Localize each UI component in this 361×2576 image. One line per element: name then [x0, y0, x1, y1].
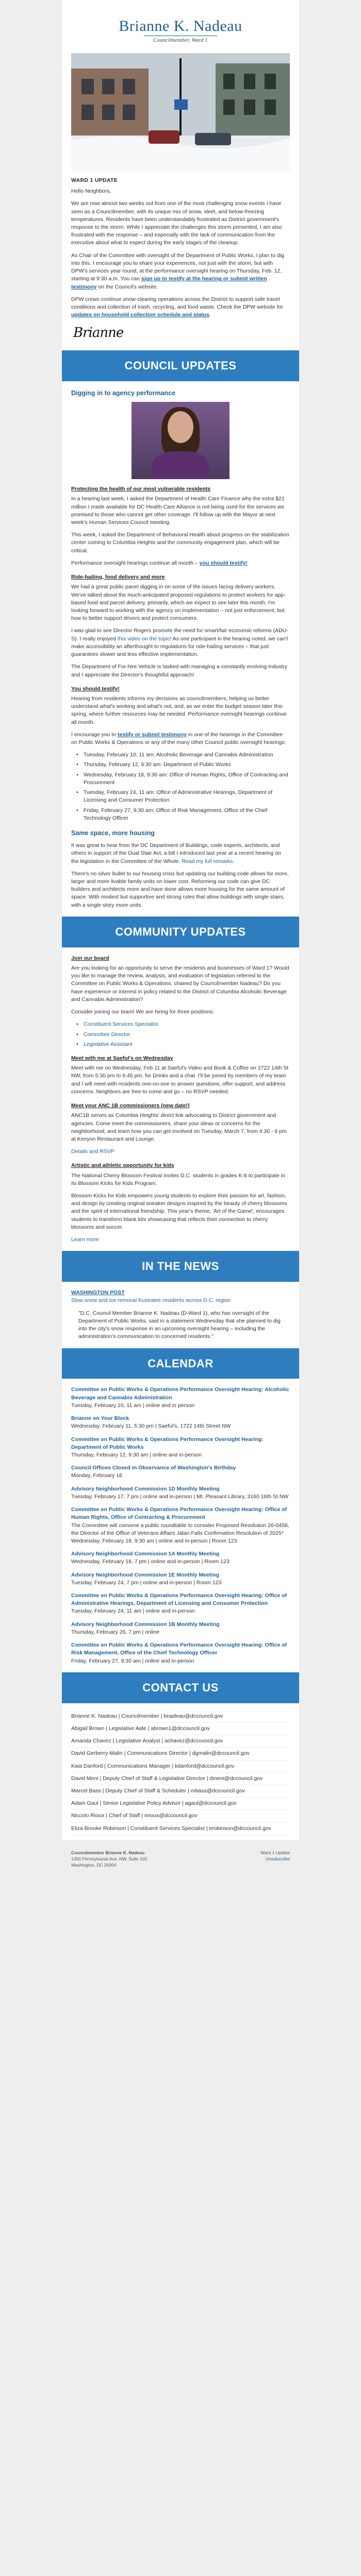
saefuls-heading: Meet with me at Saeful's on Wednesday: [71, 1055, 173, 1061]
rh-p2-text: I was glad to see Director Rogers promote the need for smart/fair economic reforms (ADU-S). I really enjoyed: [71, 628, 288, 642]
contact-list: [71, 1710, 290, 1835]
councilmember-portrait: [132, 402, 229, 479]
footer-links: [260, 1850, 290, 1869]
join-board-heading: Join our board: [71, 955, 109, 961]
intro-p2-tail: on the Council's website.: [96, 283, 158, 290]
contact-row[interactable]: David Gerberry-Malin | Communications Director | dgmalin@dccouncil.gov: [71, 1748, 290, 1760]
event-title[interactable]: Brianne on Your Block: [71, 1415, 129, 1422]
job-item: [76, 1031, 290, 1039]
event-title[interactable]: Committee on Public Works & Operations Performance Oversight Hearing: Department of Public Works: [71, 1436, 264, 1450]
event-details: Thursday, February 26, 7 pm | online: [71, 1629, 160, 1635]
same-space-p2: There's no silver bullet to our housing crisis but updating our building code allows for more, larger and more livable family units on lower cost. Reforming our code can give DC builders and architects more and have done allows more housing for the same amount of space. With modest but supportive and strong rules that allow buildings with single stairs, with a single story more units.: [71, 870, 289, 908]
contact-row[interactable]: Kaia Danford | Communications Manager | kdanford@dccouncil.gov: [71, 1760, 290, 1773]
calendar-event: [71, 1592, 290, 1616]
event-details: The Committee will convene a public roundtable to consider Proposed Resolution 26-0458, the Director of the Office of Veterans Affairs Jalan Falls Confirmation Resolution of 2025*: [71, 1522, 289, 1536]
signature: Brianne: [73, 325, 124, 341]
learn-more-link[interactable]: Learn more: [71, 1236, 99, 1243]
event-title[interactable]: Advisory Neighborhood Commission 1E Monthly Meeting: [71, 1571, 220, 1578]
testify-p2-text: I encourage you to: [71, 731, 118, 738]
footer-city: Washington, DC 20004: [71, 1862, 117, 1868]
footer-name: Councilmember Brianne K. Nadeau: [71, 1850, 145, 1855]
anc1b-heading: Meet your ANC 1B commissioners (new date!): [71, 1103, 190, 1109]
testify-p2-tail: in one of the hearings in the Committee on Public Works & Operations or any of the many other Council public oversight hearings:: [71, 731, 286, 746]
intro-kicker: WARD 1 UPDATE: [71, 177, 118, 183]
kids-link-wrap: [71, 1236, 290, 1244]
testify-link[interactable]: sign up to testify at the hearing or submit written testimony: [71, 276, 267, 290]
video-link[interactable]: this video on the topic: [117, 635, 170, 642]
anc1b-link-wrap: [71, 1148, 290, 1156]
event-title[interactable]: Committee on Public Works & Operations Performance Oversight Hearing: Office of Administrative Hearings, Department of Licensing and Consumer Protection: [71, 1592, 287, 1607]
hearing-item: • Thursday, February 12, 9:30 am: Department of Public Works: [76, 761, 290, 769]
hearing-item: • Friday, February 27, 9:30 am: Office of Risk Management, Office of the Chief Technology Officer: [76, 807, 290, 822]
news-banner: IN THE NEWS: [62, 1251, 299, 1282]
intro-paragraph-1: We are now almost two weeks out from one of the most challenging snow events I have seen as a Councilmember, with its unique mix of snow, sleet, and below-freezing temperatures. Residents have been understandably frustrated as District government's response to the storm. While I appreciate the challenges this storm presented, I am also frustrated with the response – and especially with the lack of communication from the executive about what to expect during the early stages of the cleanup.: [71, 200, 282, 246]
kids-p1: The National Cherry Blossom Festival invites D.C. students in grades K-8 to participate in its Blossom Kicks for Kids Program.: [71, 1172, 285, 1187]
calendar-event: [71, 1641, 290, 1665]
collection-updates-link[interactable]: updates on household collection schedule and status: [71, 312, 209, 318]
footer-address: [71, 1850, 147, 1869]
contact-row[interactable]: Eliza Brooke Robinson | Constituent Services Specialist | erobinson@dccouncil.gov: [71, 1823, 290, 1835]
hero-photo: [71, 53, 290, 172]
join-board-p2: Consider joining our team! We are hiring for three positions:: [71, 1009, 215, 1015]
event-title[interactable]: Advisory Neighborhood Commission 1B Monthly Meeting: [71, 1621, 220, 1628]
ride-hailing-p2: [71, 627, 290, 658]
council-updates-banner: COUNCIL UPDATES: [62, 350, 299, 381]
jobs-list: [76, 1021, 290, 1048]
ride-hailing-heading: Ride-hailing, food delivery and more: [71, 574, 165, 581]
intro-p3-text: DPW crews continue snow-clearing operations across the District to support safe travel conditions and collection of trash, recycling, and food waste. Check the DPW website for: [71, 296, 283, 310]
agency-performance-title[interactable]: Digging in to agency performance: [71, 389, 176, 397]
calendar-list: [71, 1386, 290, 1665]
event-title[interactable]: Committee on Public Works & Operations Performance Oversight Hearing: Office of Human Rights, Office of Contracting & Procurement: [71, 1506, 287, 1521]
details-rsvp-link[interactable]: Details and RSVP: [71, 1148, 115, 1155]
vulnerable-residents-p1: In a hearing last week, I asked the Department of Health Care Finance why the extra $21 million I made available for DC Health Care Alliance is not being used for the services we promised to those who cannot get other coverage. I'll follow up with the Mayor at next week's Human Services Council meeting.: [71, 496, 285, 526]
news-title-wrap: [71, 1297, 290, 1304]
vulnerable-residents-p3: [71, 560, 290, 567]
contact-row[interactable]: Adam Gaul | Senior Legislative Policy Advisor | agaul@dccouncil.gov: [71, 1798, 290, 1810]
job-link[interactable]: Legislative Assistant: [84, 1041, 133, 1047]
event-details: Monday, February 16: [71, 1472, 123, 1479]
hearing-item: • Tuesday, February 24, 11 am: Office of Administrative Hearings, Department of Licensing and Consumer Protection: [76, 789, 290, 804]
event-details: Tuesday, February 24, 7 pm | online and in-person | Room 123: [71, 1579, 222, 1586]
intro-paragraph-2: [71, 252, 290, 291]
contact-row[interactable]: Amanda Chavez | Legislative Analyst | achavez@dccouncil.gov: [71, 1735, 290, 1748]
event-details: Tuesday, February 17, 7 pm | online and in-person | Mt. Pleasant Library, 3160 16th St NW: [71, 1493, 289, 1500]
calendar-event: [71, 1386, 290, 1410]
contact-row[interactable]: David Meni | Deputy Chief of Staff & Legislative Director | dmeni@dccouncil.gov: [71, 1773, 290, 1785]
calendar-event: [71, 1571, 290, 1587]
intro-greeting: Hello Neighbors,: [71, 188, 111, 195]
unsubscribe-link[interactable]: Unsubscribe: [265, 1856, 290, 1862]
contact-row[interactable]: Niccolo Rioux | Chief of Staff | nrioux@dccouncil.gov: [71, 1810, 290, 1822]
event-title[interactable]: Advisory Neighborhood Commission 1A Monthly Meeting: [71, 1551, 220, 1557]
masthead-subtitle: Councilmember, Ward 1: [144, 36, 217, 45]
hearing-item: • Tuesday, February 10, 11 am: Alcoholic Beverage and Cannabis Administration: [76, 751, 290, 759]
intro-p3-tail: .: [209, 312, 211, 318]
event-details: Wednesday, February 18, 7 pm | online and in-person | Room 123: [71, 1558, 229, 1565]
vr-p3-text: Performance oversight hearings continue all month –: [71, 560, 200, 566]
kids-heading: Artistic and athletic opportunity for kids: [71, 1162, 174, 1169]
vulnerable-residents-p2: This week, I asked the Department of Behavioral Health about progress on the stabilization center coming to Columbia Heights and the community engagement plan, which will be critical.: [71, 532, 289, 554]
calendar-event: [71, 1436, 290, 1460]
newsletter-card: [62, 0, 299, 1840]
footer-street: 1350 Pennsylvania Ave. NW, Suite 102: [71, 1856, 147, 1862]
event-details: Tuesday, February 24, 11 am | online and in-person: [71, 1608, 195, 1615]
contact-banner: CONTACT US: [62, 1672, 299, 1703]
contact-row[interactable]: Marcel Bass | Deputy Chief of Staff & Scheduler | mbass@dccouncil.gov: [71, 1785, 290, 1798]
job-link[interactable]: Committee Director: [84, 1031, 130, 1038]
you-should-testify-heading: You should testify!: [71, 685, 120, 692]
contact-row[interactable]: Brianne K. Nadeau | Councilmember | bnadeau@dccouncil.gov: [71, 1710, 290, 1723]
join-board-p1: Are you looking for an opportunity to serve the residents and businesses of Ward 1? Would you like to manage the review, analysis, and evaluation of legislation referred to the Committee on Public Works & Operations, chaired by Councilmember Nadeau? Do you have experience or interest in policy related to the District of Columbia Alcoholic Beverage and Cannabis Administration?: [71, 965, 289, 1003]
contact-row[interactable]: Abigail Brown | Legislative Aide | abrown1@dccouncil.gov: [71, 1723, 290, 1735]
event-title[interactable]: Council Offices Closed in Observance of Washington's Birthday: [71, 1465, 236, 1471]
calendar-event: [71, 1464, 290, 1480]
job-link[interactable]: Constituent Services Specialist: [84, 1021, 158, 1028]
calendar-event: [71, 1506, 290, 1545]
hearing-item: • Wednesday, February 18, 9:30 am: Office of Human Rights, Office of Contracting and Procurement: [76, 771, 290, 787]
masthead: [71, 4, 290, 53]
anc1b-p1: ANC1B serves as Columbia Heights' direct link advocating to District government and agencies. Come meet the commissioners, share your ideas or concerns for the neighborhood, and learn how you can get involved on Tuesday, March 7, from 4:30 - 6 pm at Kenyon Restaurant and Lounge.: [71, 1112, 287, 1142]
ride-hailing-p1: We had a great public panel digging in on some of the issues facing delivery workers. We've talked about the much-anticipated proposed regulations to protect workers for app-based food and parcel delivery, primarily, which we expect to see later this month. I'm looking forward to working with the agency on implementation – not just enforcement, but how to better support drivers and protect consumers.: [71, 584, 286, 622]
job-item: [76, 1041, 290, 1048]
event-details: Friday, February 27, 9:30 am | online and in-person: [71, 1657, 194, 1664]
event-title[interactable]: Advisory Neighborhood Commission 1D Monthly Meeting: [71, 1485, 220, 1492]
news-source[interactable]: WASHINGTON POST: [71, 1290, 125, 1296]
masthead-name: Brianne K. Nadeau: [119, 18, 242, 35]
calendar-event: [71, 1415, 290, 1430]
calendar-event: [71, 1621, 290, 1636]
kids-p2: Blossom Kicks for Kids empowers young students to explore their passion for art, fashion, and design by creating original sneaker designs inspired by the beauty of cherry blossoms and the spirit of international friendship. This year's theme, 'Art of the Game', encourages students to transform blank kits showcasing that reflects their connection to cherry blossoms and soccer.: [71, 1193, 287, 1230]
footer-newsletter-name: Ward 1 Update: [260, 1850, 290, 1855]
event-title[interactable]: Committee on Public Works & Operations Performance Oversight Hearing: Alcoholic Beverage and Cannabis Administration: [71, 1386, 289, 1401]
same-space-title: Same space, more housing: [71, 829, 155, 837]
event-details: Wednesday, February 18, 9:30 am | online and in-person | Room 123: [71, 1537, 237, 1544]
ss-p1-text: It was great to hear from the DC Department of Buildings, code experts, architects, and others in support of the Dual Stair Act, a bill I introduced last year at a recent hearing on the legislation in the Committee of the Whole.: [71, 842, 281, 865]
news-quote: "D.C. Council Member Brianne K. Nadeau (D-Ward 1), who has oversight of the Department of Public Works, said in a statement Wednesday that she planned to dig into the city's snow response in an upcoming oversight hearing – including the administration's communication to concerned residents.": [78, 1310, 281, 1340]
ride-hailing-p3: The Department of For-hire Vehicle is tasked with managing a constantly evolving industry and I appreciate the Director's thoughtful approach!: [71, 664, 288, 678]
rh-p2-tail: ! As one participant in the hearing noted, we can't make accessibility an afterthought to regulations for ride-hailing services – that just guarantees slower and less effective implementation.: [71, 635, 288, 658]
testify-submit-link[interactable]: testify or submit testimony: [117, 731, 187, 738]
news-article-link[interactable]: Slow snow and ice removal frustrates residents across D.C. region: [71, 1297, 231, 1304]
testify-p1: Hearing from residents informs my decisions as councilmembers, helping us better understand what's working and what's not, and, as we enter the budget season later this spring, where further resources may be needed. Performance oversight hearings continue all month.: [71, 695, 287, 725]
calendar-event: [71, 1550, 290, 1566]
community-updates-banner: COMMUNITY UPDATES: [62, 917, 299, 947]
event-title[interactable]: Committee on Public Works & Operations Performance Oversight Hearing: Office of Risk Management, Office of the Chief Technology Officer: [71, 1642, 287, 1656]
event-details: Wednesday, February 11, 5:30 pm | Saeful's, 1722 14th Street NW: [71, 1423, 231, 1430]
snowy-street-illustration: [71, 53, 290, 172]
footer: [62, 1840, 299, 1878]
intro-paragraph-3: [71, 296, 290, 319]
hearings-list: [76, 751, 290, 822]
full-remarks-link[interactable]: Read my full remarks: [182, 858, 233, 865]
vulnerable-residents-heading: Protecting the health of our most vulnerable residents: [71, 486, 211, 493]
event-details: Thursday, February 12, 9:30 am | online and in-person: [71, 1451, 202, 1458]
you-should-testify-link[interactable]: you should testify!: [199, 560, 248, 566]
testify-p2: [71, 731, 290, 747]
job-item: [76, 1021, 290, 1028]
calendar-banner: CALENDAR: [62, 1348, 299, 1379]
calendar-event: [71, 1485, 290, 1501]
same-space-p1: [71, 842, 290, 866]
ss-p1-tail: .: [233, 858, 235, 865]
event-details: Tuesday, February 10, 11 am | online and in person: [71, 1402, 194, 1409]
saefuls-p1: Meet with me on Wednesday, Feb 11 at Saeful's Video and Book & Coffee on 1722 14th St NW, from 5:30 pm to 6:45 pm, for Drinks and a chat. I'll be joined by members of my team and I will meet with residents one-on-one to answer questions, offer support, and address concerns. Neighbors are free to come and go – no RSVP needed.: [71, 1065, 289, 1095]
intro-p2-text: As Chair of the Committee with oversight of the Department of Public Works, I plan to dig into this. I encourage you to share your experiences, not just with the storm, but with DPW's services year round, at the performance oversight hearing on Thursday, Feb. 12, starting at 9:30 a.m. You can: [71, 252, 284, 282]
